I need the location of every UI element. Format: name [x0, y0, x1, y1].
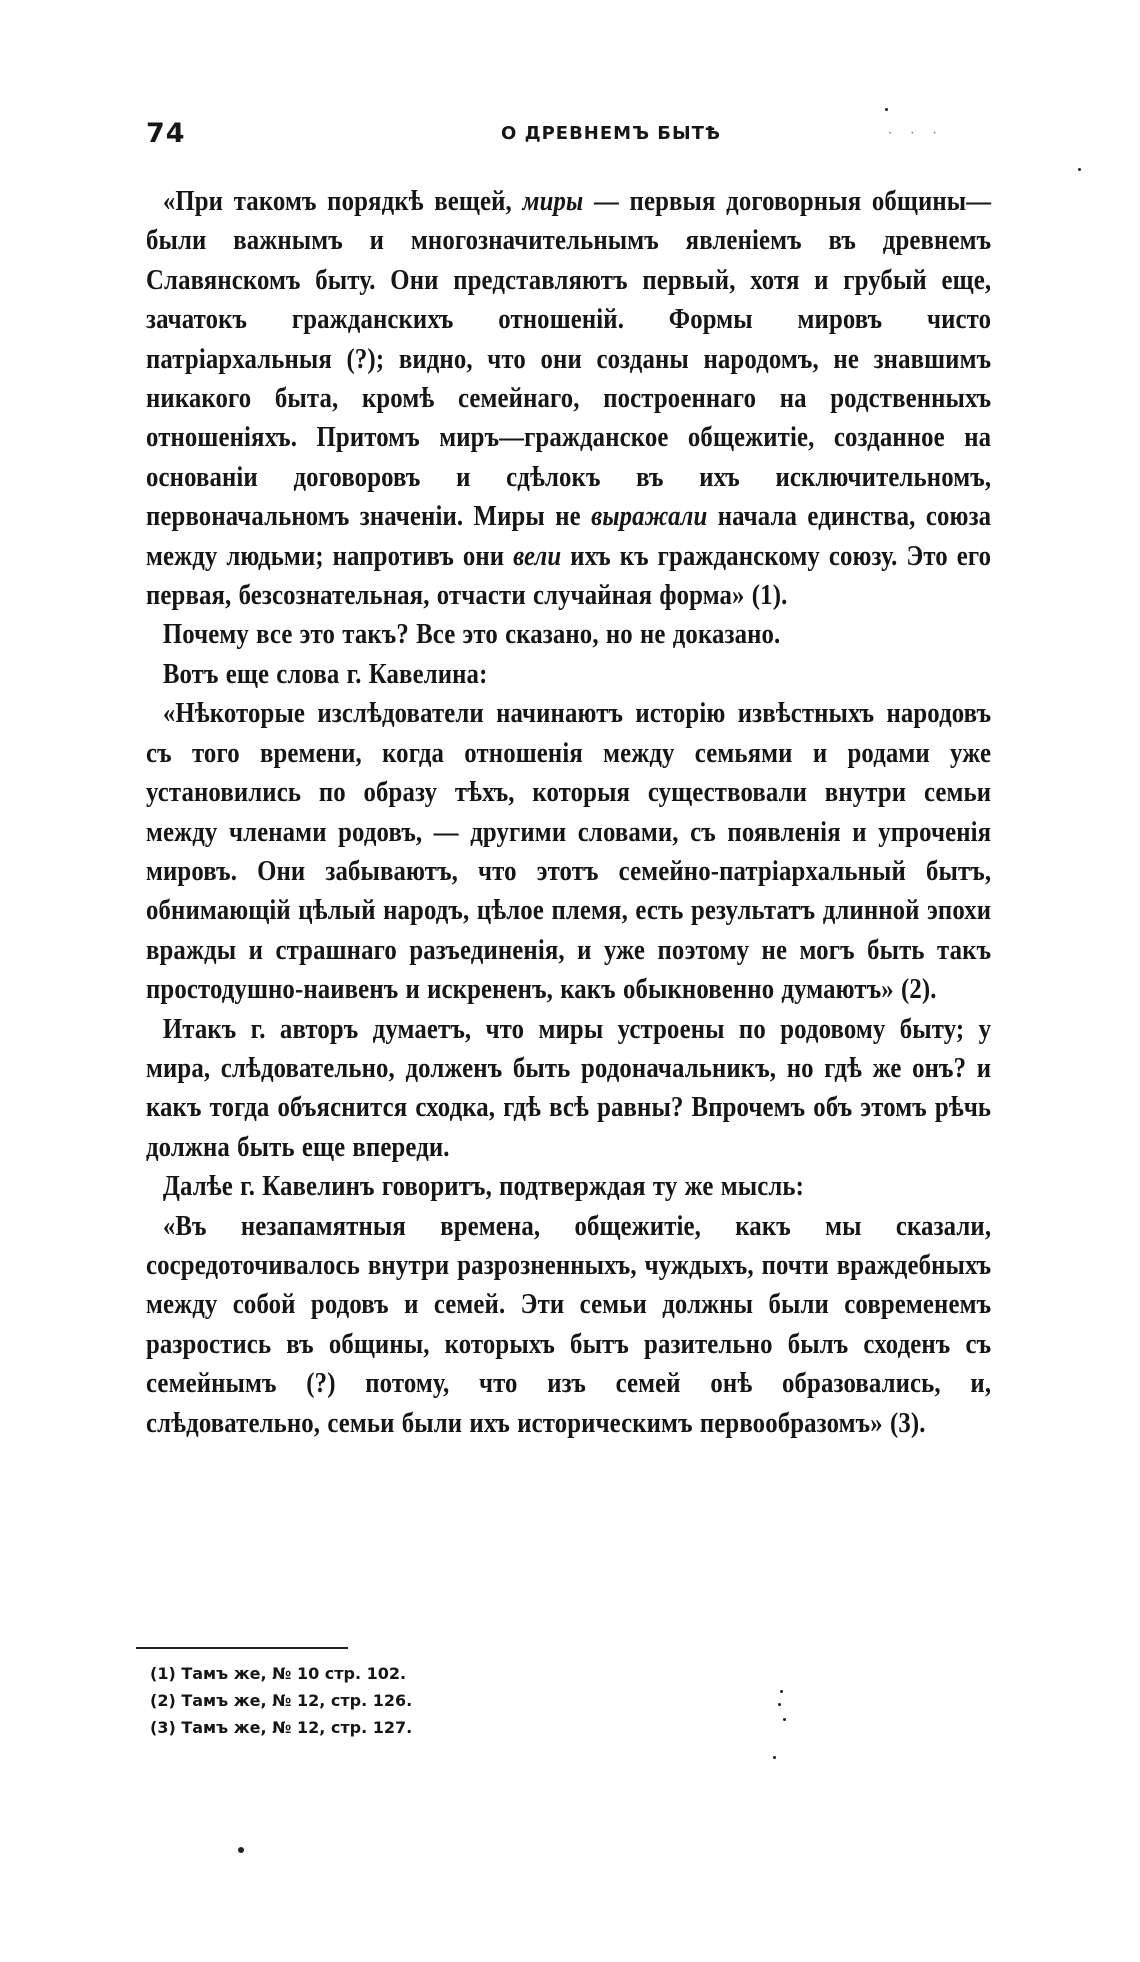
- paragraph-3: Вотъ еще слова г. Кавелина:: [162, 658, 488, 690]
- print-speck: [773, 1756, 776, 1759]
- print-speck: [885, 108, 888, 111]
- footnote-divider: [136, 1647, 348, 1649]
- footnote-3: (3) Тамъ же, № 12, стр. 127.: [150, 1718, 413, 1737]
- paragraph-1-emphasis-3: вели: [513, 540, 562, 572]
- paragraph-2: Почему все это такъ? Все это сказано, но не доказано.: [162, 619, 781, 651]
- print-speck: [778, 1703, 781, 1706]
- paragraph-1-text-d: ихъ къ гражданскому союзу. Это его первая, безсознательная, отчасти случайная форма» (1).: [146, 540, 992, 612]
- paragraph-1-text-a: «При такомъ порядкѣ вещей,: [162, 186, 523, 217]
- main-text: [146, 182, 991, 1443]
- paragraph-1: [146, 182, 991, 615]
- paragraph-7: «Въ незапамятныя времена, общежитіе, какъ мы сказали, сосредоточивалось внутри разрозненныхъ, чуждыхъ, почти враждебныхъ между собой родовъ и семей. Эти семьи должны были современемъ разростись въ общины, которыхъ бытъ разительно былъ сходенъ съ семейнымъ (?) потому, что изъ семей онѣ образовались, и, слѣдовательно, семьи были ихъ историческимъ первообразомъ» (3).: [146, 1210, 992, 1439]
- running-head: О ДРЕВНЕМЪ БЫТѢ: [501, 123, 722, 144]
- paragraph-4: «Нѣкоторые изслѣдователи начинаютъ исторію извѣстныхъ народовъ съ того времени, когда отношенія между семьями и родами уже установились по образу тѣхъ, которыя существовали внутри семьи между членами родовъ, — другими словами, съ появленія и упроченія мировъ. Они забываютъ, что этотъ семейно-патріархальный бытъ, обнимающій цѣлый народъ, цѣлое племя, есть результатъ длинной эпохи вражды и страшнаго разъединенія, и уже поэтому не могъ быть такъ простодушно-наивенъ и искрененъ, какъ обыкновенно думаютъ» (2).: [146, 698, 992, 1006]
- footnotes: [150, 1660, 510, 1741]
- footnote-2: (2) Тамъ же, № 12, стр. 126.: [150, 1691, 413, 1710]
- print-speck: [783, 1718, 786, 1721]
- paragraph-1-text-b: — первыя договорныя общины—были важнымъ и многозначительнымъ явленіемъ въ древнемъ Славянскомъ быту. Они представляютъ первый, хотя и грубый еще, зачатокъ гражданскихъ отношеній. Формы мировъ чисто патріархальныя (?); видно, что они созданы народомъ, не знавшимъ никакого быта, кромѣ семейнаго, построеннаго на родственныхъ отношеніяхъ. Притомъ миръ—гражданское общежитіе, созданное на основаніи договоровъ и сдѣлокъ въ ихъ исключительномъ, первоначальномъ значеніи. Миры не: [146, 186, 992, 533]
- page-number: 74: [146, 118, 186, 149]
- footnote-1: (1) Тамъ же, № 10 стр. 102.: [150, 1664, 407, 1683]
- page-header: [146, 118, 991, 158]
- paragraph-1-text-c: начала единства, союза между людьми; напротивъ они: [146, 501, 992, 572]
- paragraph-5: Итакъ г. авторъ думаетъ, что миры устроены по родовому быту; у мира, слѣдовательно, долженъ быть родоначальникъ, но гдѣ же онъ? и какъ тогда объяснится сходка, гдѣ всѣ равны? Впрочемъ объ этомъ рѣчь должна быть еще впереди.: [146, 1013, 992, 1163]
- paragraph-1-emphasis-1: миры: [522, 186, 584, 217]
- print-speck: [238, 1847, 244, 1853]
- print-specks: · · ·: [888, 126, 944, 141]
- print-speck: [1078, 168, 1081, 171]
- print-speck: [780, 1690, 783, 1693]
- paragraph-6: Далѣе г. Кавелинъ говоритъ, подтверждая ту же мысль:: [162, 1171, 805, 1203]
- paragraph-1-emphasis-2: выражали: [591, 501, 708, 533]
